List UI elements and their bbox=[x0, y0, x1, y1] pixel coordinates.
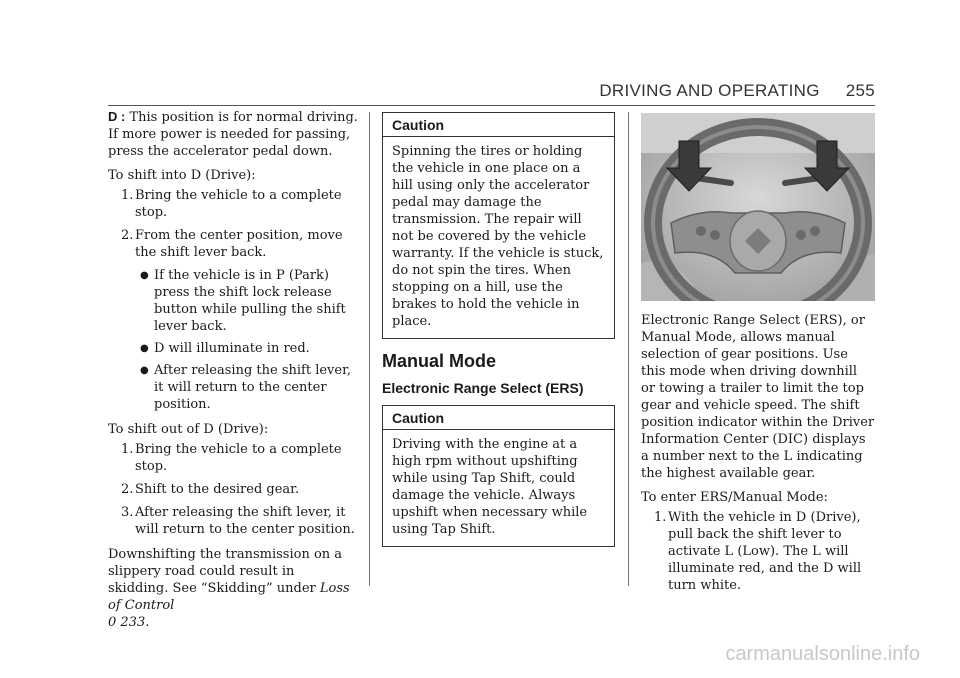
bullet-item: ● If the vehicle is in P (Park) press the shift lock release button while pulling the shift lever back. bbox=[140, 268, 346, 334]
column-divider-2 bbox=[628, 112, 629, 586]
page-number: 255 bbox=[845, 81, 875, 100]
subsection-heading: Electronic Range Select (ERS) bbox=[382, 380, 584, 396]
section-heading: Manual Mode bbox=[382, 351, 497, 371]
header-rule bbox=[108, 105, 875, 106]
cross-reference-link[interactable]: Loss of Control bbox=[108, 581, 350, 613]
enter-ers-intro: To enter ERS/Manual Mode: bbox=[641, 490, 828, 505]
drive-position-paragraph bbox=[108, 108, 358, 160]
shift-out-intro: To shift out of D (Drive): bbox=[108, 422, 269, 437]
running-header bbox=[599, 81, 875, 101]
column-3 bbox=[641, 108, 875, 600]
bullet-item: ● D will illuminate in red. bbox=[140, 341, 310, 356]
section-title: DRIVING AND OPERATING bbox=[599, 81, 820, 100]
caution-box-2 bbox=[382, 405, 615, 547]
list-item: 2. From the center position, move the shift lever back. bbox=[121, 228, 343, 260]
d-key: D : bbox=[108, 109, 126, 124]
caution-box-1 bbox=[382, 112, 615, 339]
downshift-paragraph: Downshifting the transmission on a slippery road could result in skidding. See “Skidding” under Loss of Control 0 233. bbox=[108, 547, 350, 630]
steering-wheel-photo bbox=[641, 113, 875, 301]
column-divider-1 bbox=[369, 112, 370, 586]
cross-reference-page[interactable]: 0 233. bbox=[108, 615, 150, 630]
list-item: 1. With the vehicle in D (Drive), pull back the shift lever to activate L (Low). The L will illuminate red, and the D will turn white. bbox=[654, 510, 862, 593]
caution-body: Spinning the tires or holding the vehicle in one place on a hill using only the accelerator pedal may damage the transmission. The repair will not be covered by the vehicle warranty. If the vehicle is stuck, do not spin the tires. When stopping on a hill, use the brakes to hold the vehicle in place. bbox=[392, 144, 604, 329]
list-item: 1. Bring the vehicle to a complete stop. bbox=[121, 442, 342, 474]
column-1 bbox=[108, 108, 358, 638]
caution-body: Driving with the engine at a high rpm without upshifting while using Tap Shift, could damage the vehicle. Always upshift when necessary while using Tap Shift. bbox=[392, 437, 588, 537]
column-2 bbox=[382, 108, 615, 561]
list-item: 1. Bring the vehicle to a complete stop. bbox=[121, 188, 342, 220]
list-item: 2. Shift to the desired gear. bbox=[121, 482, 300, 497]
bullet-item: ● After releasing the shift lever, it will return to the center position. bbox=[140, 363, 351, 412]
shift-into-intro: To shift into D (Drive): bbox=[108, 168, 256, 183]
caution-title: Caution bbox=[383, 406, 614, 430]
d-text: This position is for normal driving. If more power is needed for passing, press the accelerator pedal down. bbox=[108, 110, 358, 159]
watermark: carmanualsonline.info bbox=[725, 643, 920, 665]
ers-description: Electronic Range Select (ERS), or Manual Mode, allows manual selection of gear positions. Use this mode when driving downhill or towing a trailer to limit the top gear and vehicle speed. The shift position indicator within the Driver Information Center (DIC) displays a number next to the L indicating the highest available gear. bbox=[641, 313, 875, 481]
list-item: 3. After releasing the shift lever, it will return to the center position. bbox=[121, 505, 355, 537]
caution-title: Caution bbox=[383, 113, 614, 137]
